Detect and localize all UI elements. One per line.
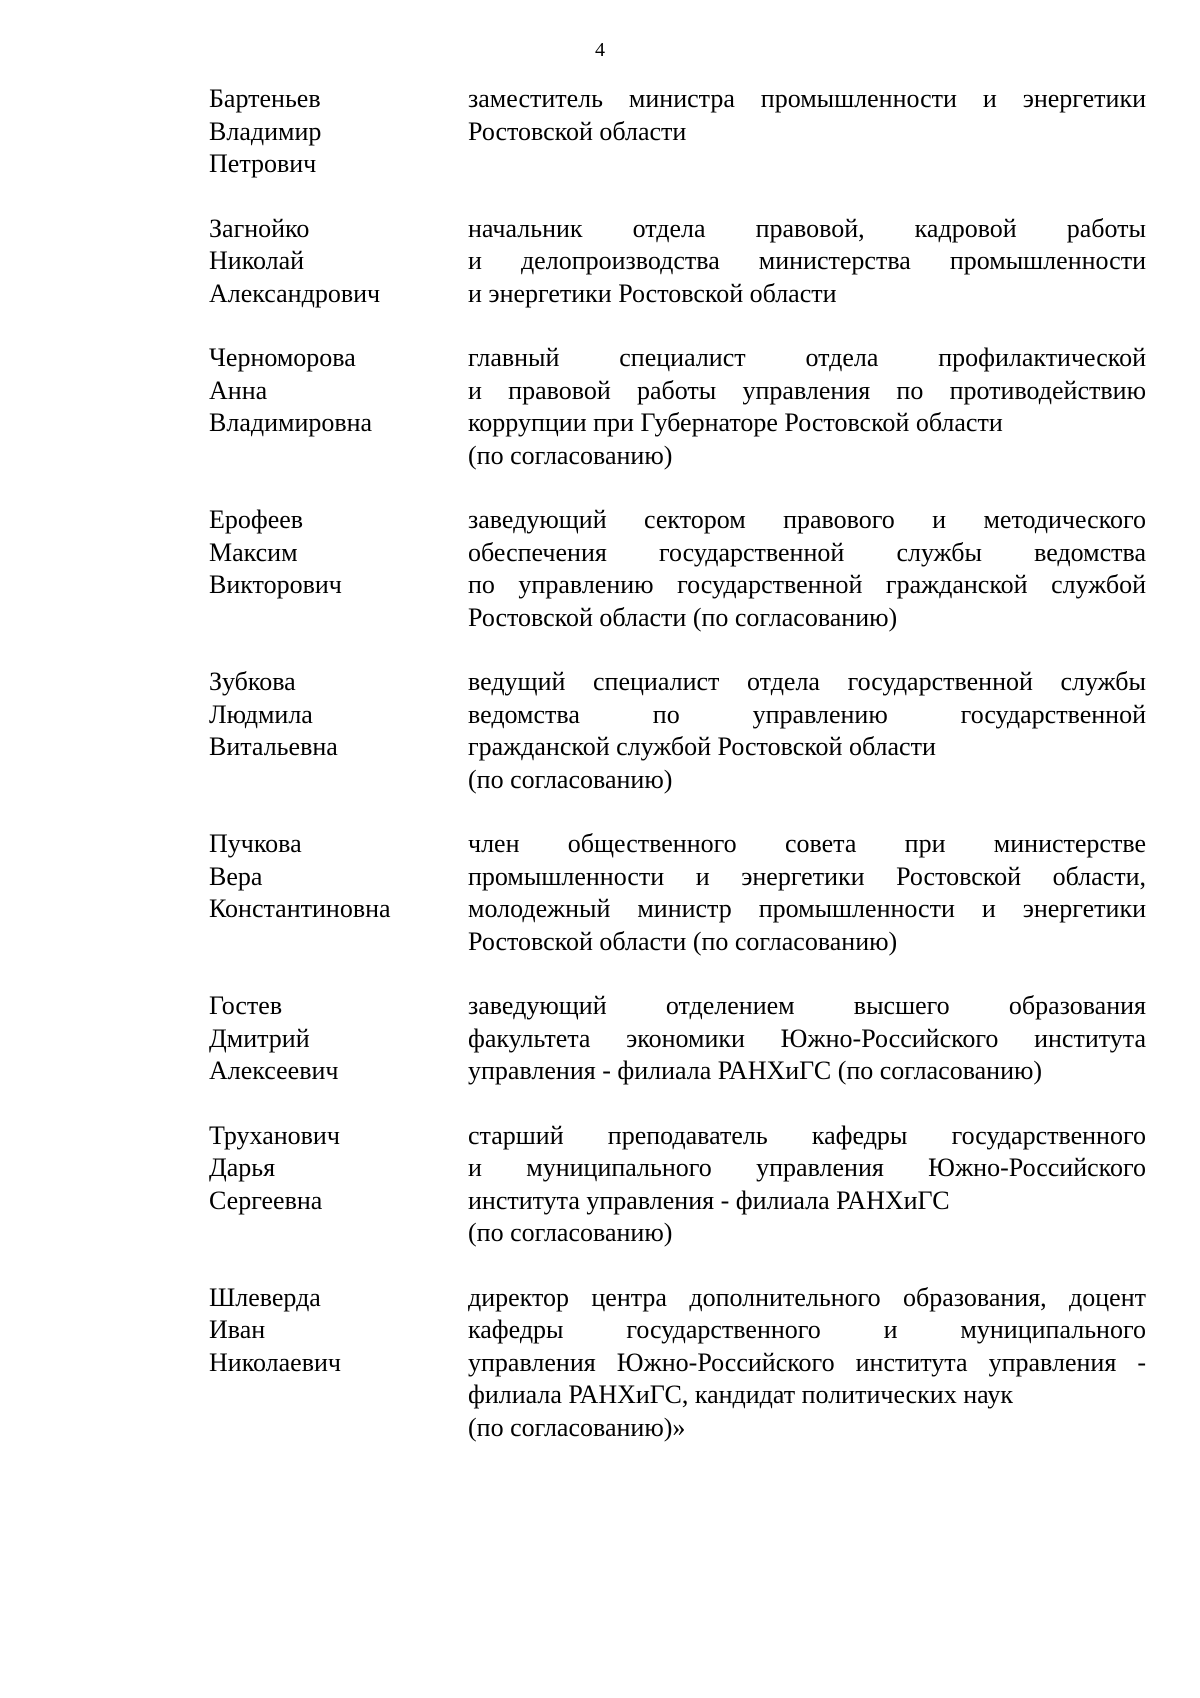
member-first-name: Анна (209, 375, 268, 405)
member-patronymic: Александрович (209, 278, 381, 308)
member-surname: Труханович (209, 1120, 340, 1150)
member-patronymic: Владимировна (209, 408, 373, 437)
member-name (209, 666, 449, 764)
member-first-name: Владимир (209, 116, 322, 146)
member-patronymic: Николаевич (209, 1347, 341, 1377)
position-line: и правовой работы управления по противодействию (468, 375, 1146, 405)
member-name (209, 342, 449, 440)
member-surname: Бартеньев (209, 84, 321, 113)
member-first-name: Иван (209, 1315, 266, 1344)
position-line: молодежный министр промышленности и энергетики (468, 894, 1146, 923)
member-first-name: Дмитрий (209, 1023, 310, 1053)
position-line: Ростовской области (по согласованию) (468, 926, 898, 956)
member-name (209, 828, 449, 926)
member-position (468, 666, 1146, 796)
page-number: 4 (595, 39, 605, 61)
member-name (209, 990, 449, 1088)
member-surname: Загнойко (209, 213, 310, 243)
position-line: старший преподаватель кафедры государственного (468, 1120, 1146, 1150)
member-position (468, 213, 1146, 311)
members-list (209, 83, 1146, 1476)
position-line: заместитель министра промышленности и энергетики (468, 84, 1146, 113)
member-surname: Черноморова (209, 343, 356, 372)
position-line: (по согласованию) (468, 1218, 673, 1247)
position-line: Ростовской области (468, 116, 687, 146)
position-line: ведомства по управлению государственной (468, 699, 1146, 729)
position-line: управления Южно-Российского института управления - (468, 1347, 1146, 1377)
member-first-name: Максим (209, 537, 298, 567)
member-patronymic: Витальевна (209, 732, 338, 761)
position-line: коррупции при Губернаторе Ростовской области (468, 408, 1003, 437)
member-first-name: Дарья (209, 1153, 276, 1182)
position-line: (по согласованию)» (468, 1412, 686, 1442)
member-position (468, 828, 1146, 958)
member-entry (209, 1120, 1146, 1250)
member-patronymic: Викторович (209, 570, 342, 599)
position-line: ведущий специалист отдела государственной службы (468, 667, 1146, 696)
position-line: директор центра дополнительного образования, доцент (468, 1282, 1146, 1312)
member-entry (209, 990, 1146, 1088)
position-line: (по согласованию) (468, 440, 673, 470)
member-name (209, 1120, 449, 1218)
member-patronymic: Константиновна (209, 894, 391, 923)
position-line-blank (468, 148, 1146, 181)
member-surname: Зубкова (209, 667, 296, 696)
member-patronymic: Алексеевич (209, 1056, 339, 1085)
member-first-name: Людмила (209, 699, 313, 729)
position-line: по управлению государственной гражданской службой (468, 570, 1146, 599)
member-surname: Гостев (209, 991, 283, 1020)
member-entry (209, 666, 1146, 796)
member-entry (209, 828, 1146, 958)
member-name (209, 1282, 449, 1380)
position-line: гражданской службой Ростовской области (468, 732, 936, 761)
position-line: и энергетики Ростовской области (468, 278, 837, 308)
member-name (209, 504, 449, 602)
position-line: начальник отдела правовой, кадровой работы (468, 213, 1146, 243)
position-line: Ростовской области (по согласованию) (468, 602, 898, 632)
member-first-name: Николай (209, 246, 305, 275)
member-patronymic: Петрович (209, 149, 317, 178)
member-position (468, 504, 1146, 634)
position-line: филиала РАНХиГС, кандидат политических наук (468, 1380, 1013, 1409)
position-line: и муниципального управления Южно-Российского (468, 1153, 1146, 1182)
position-line: (по согласованию) (468, 764, 673, 794)
member-position (468, 1120, 1146, 1250)
position-line: промышленности и энергетики Ростовской области, (468, 861, 1146, 891)
position-line: института управления - филиала РАНХиГС (468, 1185, 950, 1215)
member-entry (209, 83, 1146, 181)
member-patronymic: Сергеевна (209, 1185, 323, 1215)
member-entry (209, 213, 1146, 311)
position-line: заведующий сектором правового и методического (468, 505, 1146, 534)
position-line: кафедры государственного и муниципального (468, 1315, 1146, 1344)
position-line: главный специалист отдела профилактической (468, 343, 1146, 372)
member-first-name: Вера (209, 861, 263, 891)
member-position (468, 990, 1146, 1088)
member-position (468, 342, 1146, 472)
position-line: и делопроизводства министерства промышленности (468, 246, 1146, 275)
position-line: обеспечения государственной службы ведомства (468, 537, 1146, 567)
position-line: факультета экономики Южно-Российского института (468, 1023, 1146, 1053)
member-position (468, 1282, 1146, 1445)
member-entry (209, 1282, 1146, 1445)
member-entry (209, 504, 1146, 634)
member-surname: Пучкова (209, 829, 302, 858)
member-position (468, 83, 1146, 181)
member-surname: Шлеверда (209, 1282, 321, 1312)
member-name (209, 83, 449, 181)
member-entry (209, 342, 1146, 472)
position-line: заведующий отделением высшего образования (468, 991, 1146, 1020)
member-name (209, 213, 449, 311)
position-line: член общественного совета при министерстве (468, 829, 1146, 858)
position-line: управления - филиала РАНХиГС (по согласованию) (468, 1056, 1043, 1085)
member-surname: Ерофеев (209, 505, 304, 534)
